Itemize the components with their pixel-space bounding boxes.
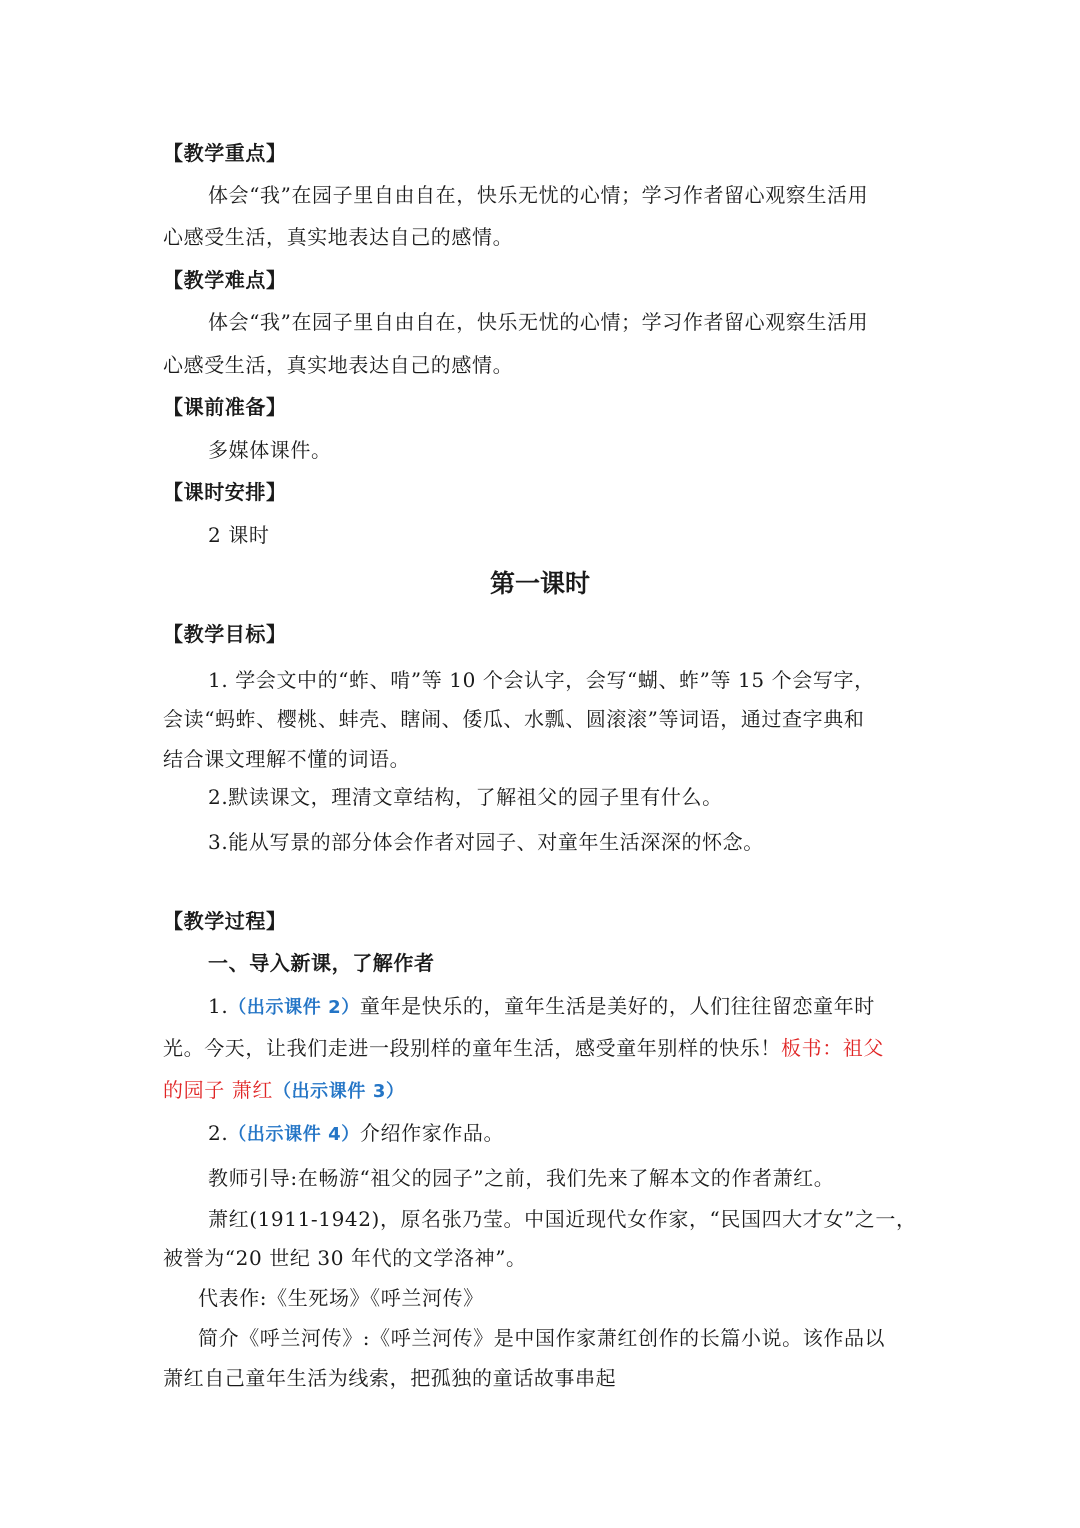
- process-para-2: [208, 1119, 504, 1149]
- goals-heading: 【教学目标】: [163, 622, 287, 646]
- process-para-1-line1: [208, 992, 875, 1022]
- prep-heading: 【课前准备】: [163, 395, 287, 419]
- difficulty-text-line1: 体会“我”在园子里自由自在，快乐无忧的心情；学习作者留心观察生活用: [208, 310, 869, 334]
- goal-1-line3: 结合课文理解不懂的词语。: [163, 747, 411, 771]
- focus-text-line1: 体会“我”在园子里自由自在，快乐无忧的心情；学习作者留心观察生活用: [208, 183, 869, 207]
- blackboard-note-cont: 的园子 萧红: [163, 1078, 273, 1102]
- lesson-title: 第一课时: [489, 569, 590, 598]
- blackboard-note: 板书：祖父: [781, 1036, 884, 1060]
- para-1-number: 1.: [208, 994, 229, 1018]
- focus-heading: 【教学重点】: [163, 141, 287, 165]
- para-2-text: 介绍作家作品。: [359, 1121, 505, 1145]
- book-intro-line1: 简介《呼兰河传》:《呼兰河传》是中国作家萧红创作的长篇小说。该作品以: [198, 1326, 886, 1350]
- courseware-tag: （出示课件 3）: [272, 1081, 405, 1102]
- author-bio-line2: 被誉为“20 世纪 30 年代的文学洛神”。: [163, 1246, 527, 1270]
- schedule-text: 2 课时: [208, 523, 270, 547]
- process-para-1-line2: [163, 1034, 884, 1062]
- representative-works: 代表作:《生死场》《呼兰河传》: [198, 1286, 484, 1310]
- difficulty-heading: 【教学难点】: [163, 268, 287, 292]
- teacher-guide: 教师引导:在畅游“祖父的园子”之前，我们先来了解本文的作者萧红。: [208, 1166, 835, 1190]
- step-1-title: 一、导入新课，了解作者: [208, 951, 435, 975]
- courseware-tag: （出示课件 2）: [228, 997, 360, 1018]
- difficulty-text-line2: 心感受生活，真实地表达自己的感情。: [163, 353, 514, 377]
- schedule-heading: 【课时安排】: [163, 480, 287, 504]
- focus-text-line2: 心感受生活，真实地表达自己的感情。: [163, 225, 514, 249]
- process-heading: 【教学过程】: [163, 909, 287, 933]
- author-bio-line1: 萧红(1911-1942)，原名张乃莹。中国近现代女作家，“民国四大才女”之一，: [208, 1207, 917, 1231]
- goal-1-line1: 1. 学会文中的“蚱、啃”等 10 个会认字，会写“蝴、蚱”等 15 个会写字，: [208, 668, 875, 692]
- para-1-text: 童年是快乐的，童年生活是美好的，人们往往留恋童年时: [359, 994, 875, 1018]
- courseware-tag: （出示课件 4）: [228, 1124, 360, 1145]
- para-1-line2-text: 光。今天，让我们走进一段别样的童年生活，感受童年别样的快乐！: [163, 1036, 781, 1060]
- para-2-number: 2.: [208, 1121, 229, 1145]
- goal-2: 2.默读课文，理清文章结构，了解祖父的园子里有什么。: [208, 785, 723, 809]
- goal-1-line2: 会读“蚂蚱、樱桃、蚌壳、瞎闹、倭瓜、水瓢、圆滚滚”等词语，通过查字典和: [163, 707, 865, 731]
- goal-3: 3.能从写景的部分体会作者对园子、对童年生活深深的怀念。: [208, 830, 764, 854]
- prep-text: 多媒体课件。: [208, 438, 332, 462]
- process-para-1-line3: [163, 1076, 405, 1106]
- book-intro-line2: 萧红自己童年生活为线索，把孤独的童话故事串起: [163, 1366, 617, 1390]
